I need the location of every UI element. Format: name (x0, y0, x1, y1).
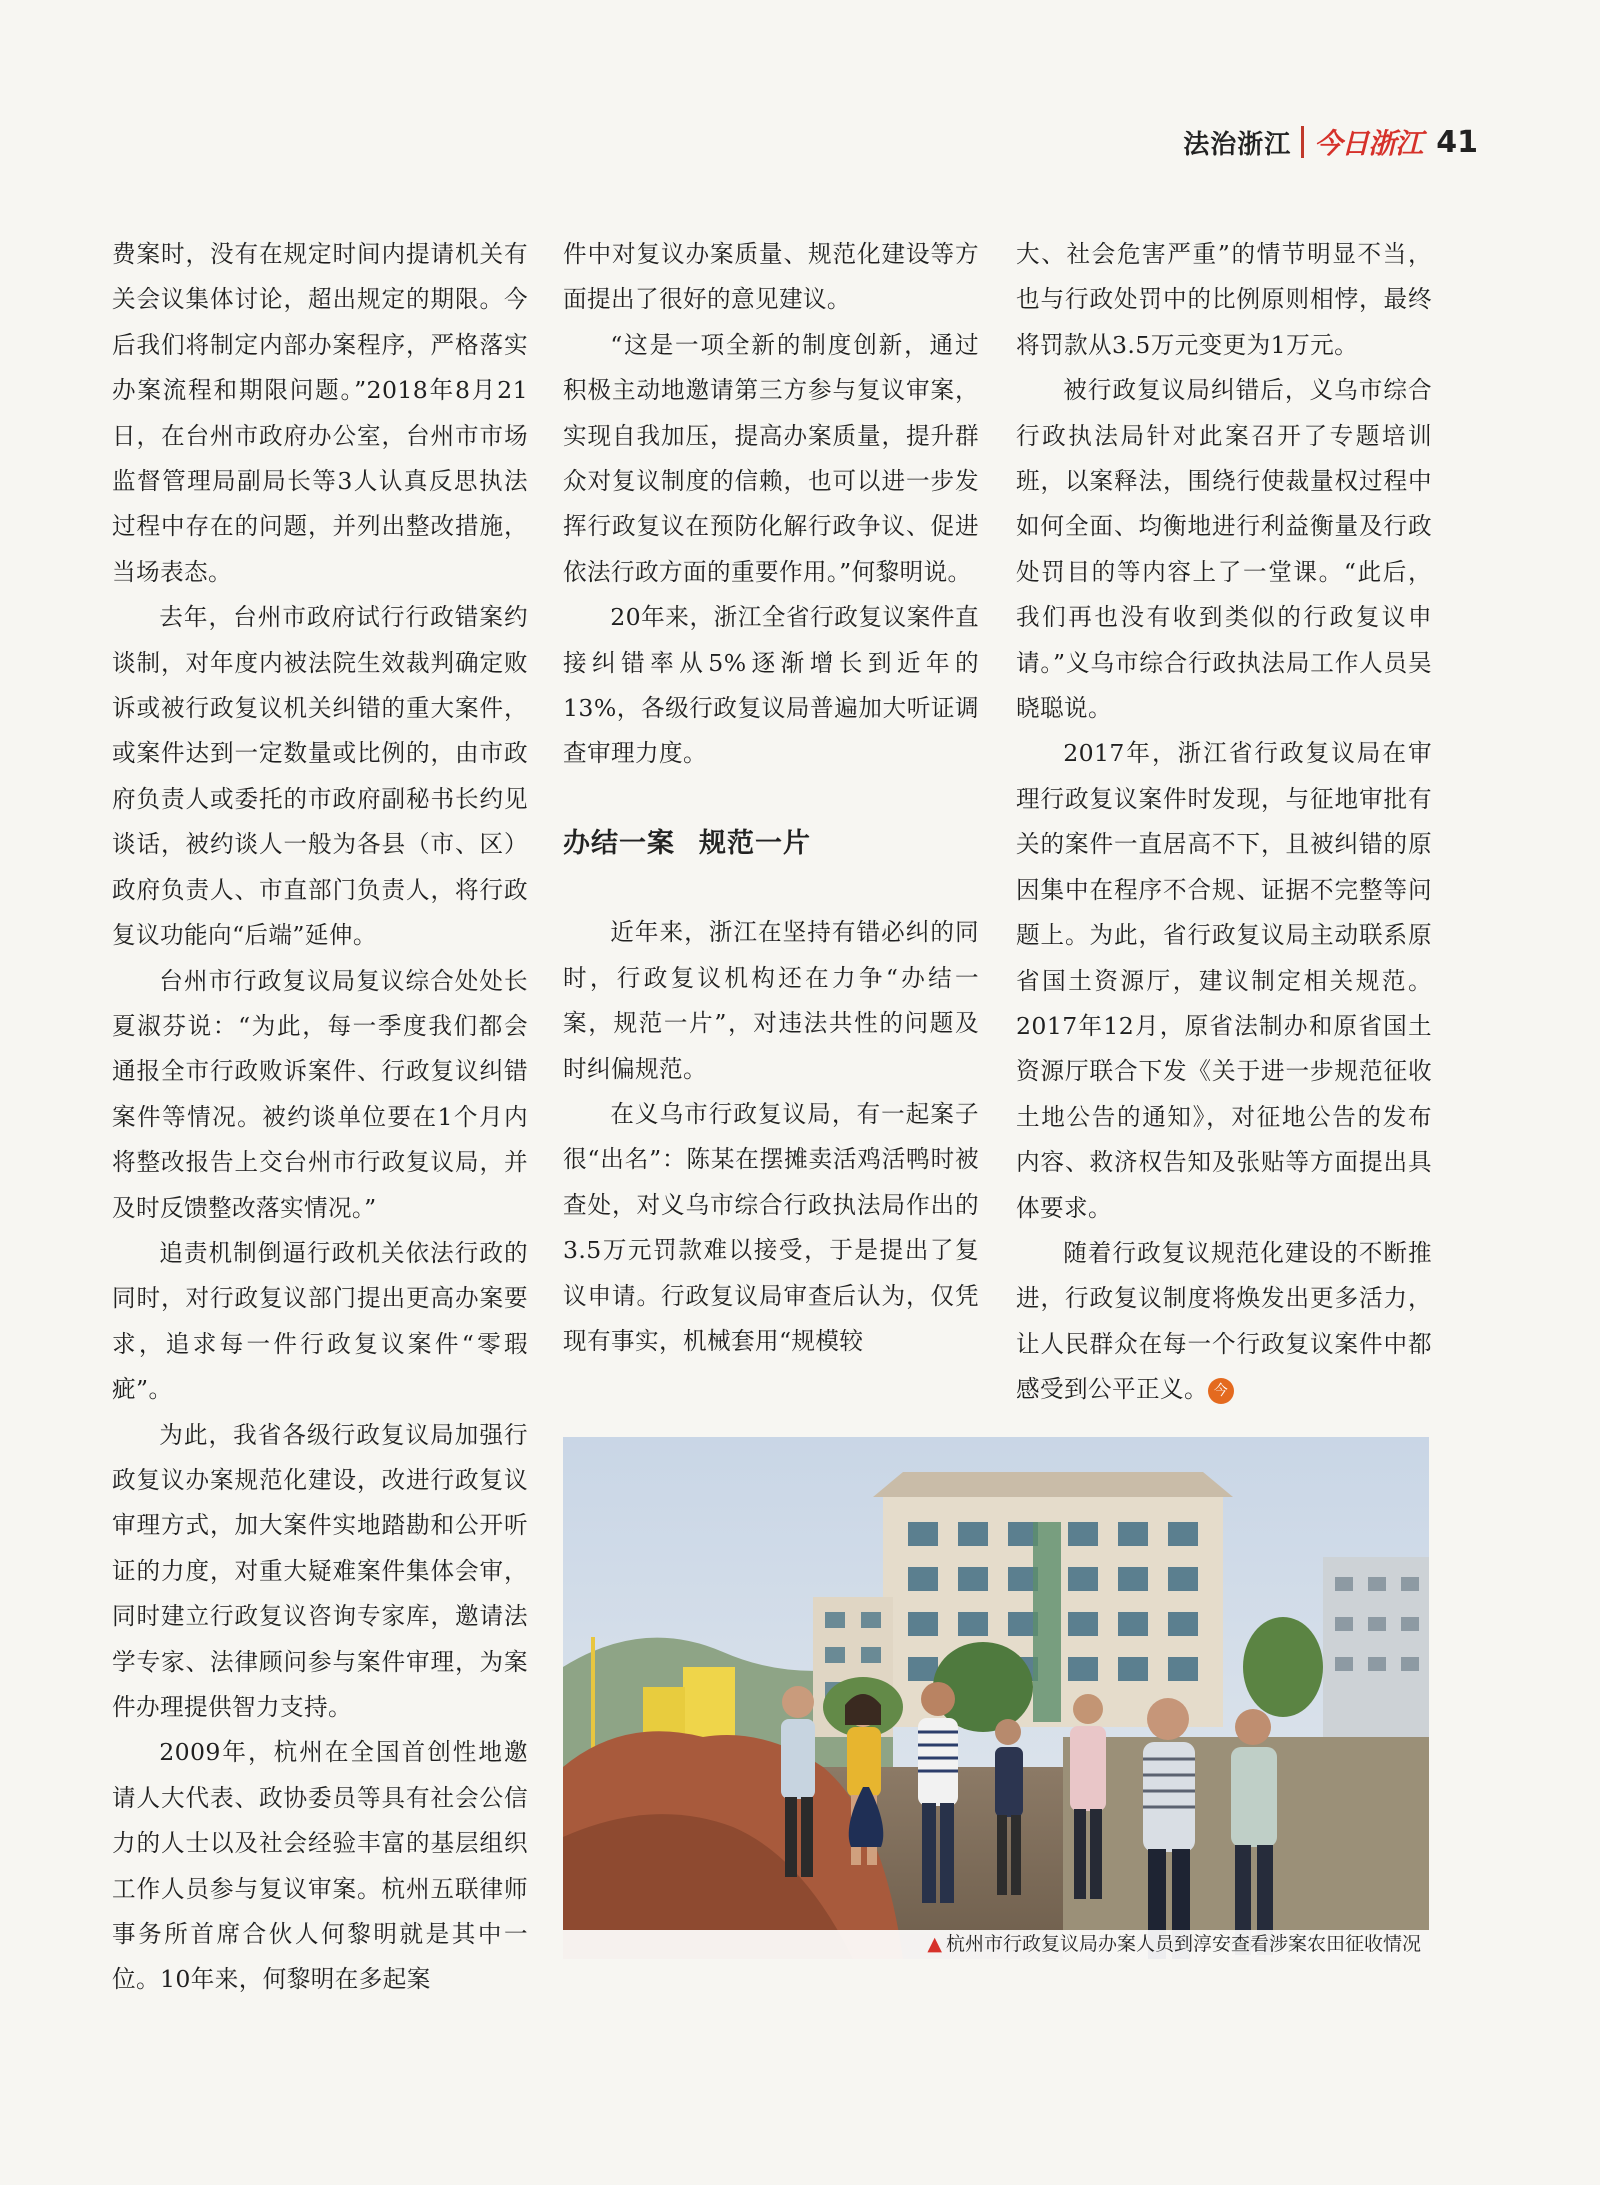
paragraph: 去年，台州市政府试行行政错案约谈制，对年度内被法院生效裁判确定败诉或被行政复议机关纠错的重大案件，或案件达到一定数量或比例的，由市政府负责人或委托的市政府副秘书长约见谈话，被约谈人一般为各县（市、区）政府负责人、市直部门负责人，将行政复议功能向“后端”延伸。 (112, 603, 528, 950)
article-end-icon: 今 (1208, 1378, 1234, 1404)
paragraph: 20年来，浙江全省行政复议案件直接纠错率从5%逐渐增长到近年的13%，各级行政复议局普遍加大听证调查审理力度。 (563, 603, 979, 768)
section-subheading (563, 821, 979, 866)
paragraph: 被行政复议局纠错后，义乌市综合行政执法局针对此案召开了专题培训班，以案释法，围绕行使裁量权过程中如何全面、均衡地进行利益衡量及行政处罚目的等内容上了一堂课。“此后，我们再也没有收到类似的行政复议申请。”义乌市综合行政执法局工作人员吴晓聪说。 (1016, 376, 1432, 723)
caption-text: 杭州市行政复议局办案人员到淳安查看涉案农田征收情况 (945, 1933, 1421, 1955)
article-column-1 (112, 232, 528, 2003)
paragraph: 追责机制倒逼行政机关依法行政的同时，对行政复议部门提出更高办案要求，追求每一件行政复议案件“零瑕疵”。 (112, 1238, 528, 1404)
caption-marker: ▲ (927, 1933, 942, 1955)
page-header (1183, 122, 1478, 162)
article-photo (563, 1437, 1429, 1959)
paragraph: 为此，我省各级行政复议局加强行政复议办案规范化建设，改进行政复议审理方式，加大案件实地踏勘和公开听证的力度，对重大疑难案件集体会审，同时建立行政复议咨询专家库，邀请法学专家、法律顾问参与案件审理，为案件办理提供智力支持。 (112, 1420, 528, 1721)
photo-illustration (563, 1437, 1429, 1959)
article-column-2 (563, 232, 979, 1364)
paragraph: “这是一项全新的制度创新，通过积极主动地邀请第三方参与复议审案，实现自我加压，提高办案质量，提升群众对复议制度的信赖，也可以进一步发挥行政复议在预防化解行政争议、促进依法行政方面的重要作用。”何黎明说。 (563, 330, 979, 586)
paragraph (1016, 1231, 1432, 1413)
photo-caption (563, 1930, 1429, 1959)
subheading-part-1: 办结一案 (563, 827, 675, 859)
paragraph: 台州市行政复议局复议综合处处长夏淑芬说：“为此，每一季度我们都会通报全市行政败诉案件、行政复议纠错案件等情况。被约谈单位要在1个月内将整改报告上交台州市行政复议局，并及时反馈整改落实情况。” (112, 966, 528, 1222)
paragraph: 费案时，没有在规定时间内提请机关有关会议集体讨论，超出规定的期限。今后我们将制定内部办案程序，严格落实办案流程和期限问题。”2018年8月21日，在台州市政府办公室，台州市市场监督管理局副局长等3人认真反思执法过程中存在的问题，并列出整改措施，当场表态。 (112, 240, 528, 586)
paragraph: 近年来，浙江在坚持有错必纠的同时，行政复议机构还在力争“办结一案，规范一片”，对违法共性的问题及时纠偏规范。 (563, 918, 979, 1083)
magazine-logo: 今日浙江 (1314, 127, 1423, 160)
paragraph: 件中对复议办案质量、规范化建设等方面提出了很好的意见建议。 (563, 240, 979, 314)
paragraph: 2009年，杭州在全国首创性地邀请人大代表、政协委员等具有社会公信力的人士以及社会经验丰富的基层组织工作人员参与复议审案。杭州五联律师事务所首席合伙人何黎明就是其中一位。10年来，何黎明在多起案 (112, 1738, 528, 1994)
paragraph: 大、社会危害严重”的情节明显不当，也与行政处罚中的比例原则相悖，最终将罚款从3.5万元变更为1万元。 (1016, 240, 1432, 359)
paragraph: 2017年，浙江省行政复议局在审理行政复议案件时发现，与征地审批有关的案件一直居高不下，且被纠错的原因集中在程序不合规、证据不完整等问题上。为此，省行政复议局主动联系原省国土资源厅，建议制定相关规范。2017年12月，原省法制办和原省国土资源厅联合下发《关于进一步规范征收土地公告的通知》，对征地公告的发布内容、救济权告知及张贴等方面提出具体要求。 (1016, 739, 1432, 1222)
subheading-part-2: 规范一片 (699, 827, 811, 859)
closing-sentence: 随着行政复议规范化建设的不断推进，行政复议制度将焕发出更多活力，让人民群众在每一个行政复议案件中都感受到公平正义。 (1016, 1238, 1432, 1404)
paragraph: 在义乌市行政复议局，有一起案子很“出名”：陈某在摆摊卖活鸡活鸭时被查处，对义乌市综合行政执法局作出的3.5万元罚款难以接受，于是提出了复议申请。行政复议局审查后认为，仅凭现有事实，机械套用“规模较 (563, 1099, 979, 1355)
page-number: 41 (1436, 124, 1478, 160)
header-divider (1301, 126, 1304, 158)
section-title: 法治浙江 (1183, 129, 1292, 160)
article-column-3 (1016, 232, 1432, 1413)
